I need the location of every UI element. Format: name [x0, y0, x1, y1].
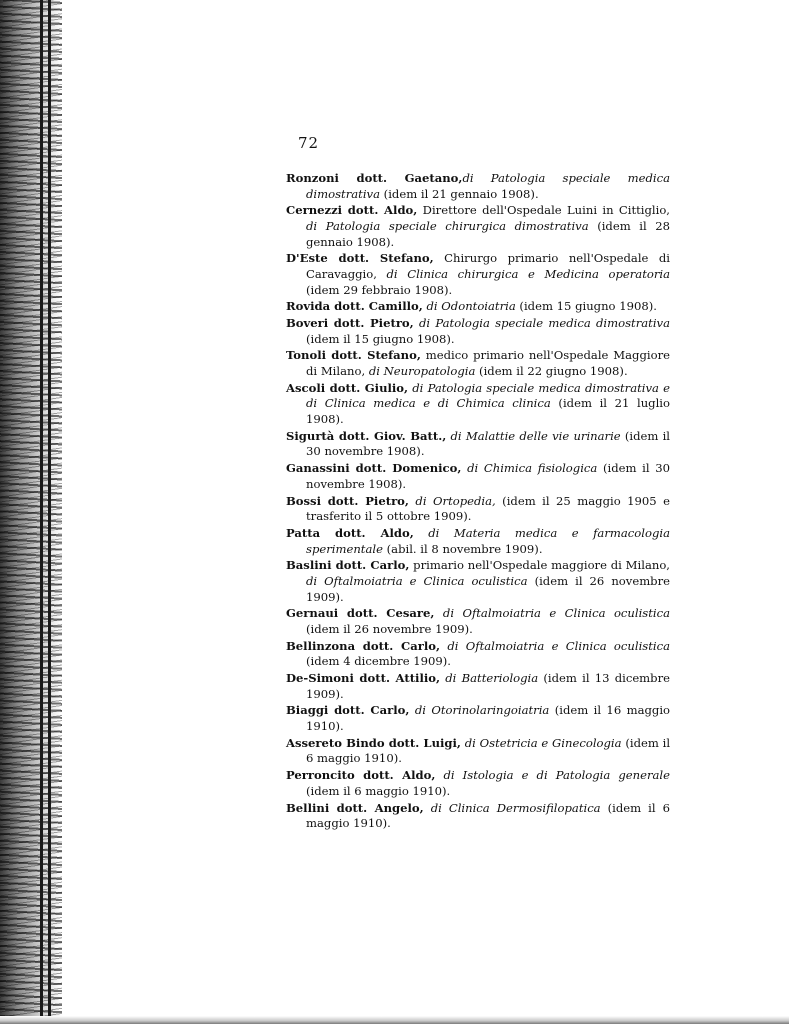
- entry-subject: di Ostetricia e Ginecologia: [464, 735, 622, 750]
- list-item: [286, 381, 670, 428]
- entry-date: (idem il 26 novembre 1909).: [306, 573, 671, 604]
- entry-name: De-Simoni dott. Attilio,: [286, 671, 441, 686]
- list-item: [286, 768, 670, 799]
- entry-date: (idem il 6 maggio 1910).: [306, 783, 451, 798]
- entry-date: (idem il 6 maggio 1910).: [306, 735, 671, 766]
- entry-name: Perroncito dott. Aldo,: [286, 768, 436, 783]
- entry-subject: di Clinica chirurgica e Medicina operatoria: [386, 266, 670, 281]
- entry-subject: di Ortopedia,: [415, 493, 496, 508]
- entry-name: Biaggi dott. Carlo,: [286, 703, 410, 718]
- entry-name: Patta dott. Aldo,: [286, 525, 414, 540]
- list-item: [286, 703, 670, 734]
- entry-description: [424, 801, 431, 815]
- entry-subject: di Oftalmoiatria e Clinica oculistica: [306, 573, 528, 588]
- list-item: [286, 736, 670, 767]
- list-item: [286, 526, 670, 557]
- entry-name: Cernezzi dott. Aldo,: [286, 203, 418, 218]
- entry-date: (idem il 15 giugno 1908).: [306, 331, 455, 346]
- list-item: [286, 639, 670, 670]
- list-item: [286, 494, 670, 525]
- list-item: [286, 316, 670, 347]
- entry-name: Sigurtà dott. Giov. Batt.,: [286, 428, 447, 443]
- entry-subject: di Batteriologia: [445, 671, 539, 686]
- entry-date: (idem il 30 novembre 1908).: [306, 461, 671, 491]
- entry-date: (idem 4 dicembre 1909).: [306, 654, 451, 669]
- page-bottom-edge: [0, 1016, 789, 1024]
- entry-name: Tonoli dott. Stefano,: [286, 348, 421, 363]
- entry-subject: di Chimica fisiologica: [467, 461, 598, 476]
- entry-date: (idem il 13 dicembre 1909).: [306, 671, 671, 701]
- entry-name: Rovida dott. Camillo,: [286, 299, 423, 314]
- entry-date: (idem il 21 luglio 1908).: [306, 396, 670, 427]
- list-item: [286, 558, 670, 605]
- entry-subject: di Oftalmoiatria e Clinica oculistica: [447, 638, 670, 653]
- entry-date: (idem 15 giugno 1908).: [515, 299, 657, 314]
- list-item: [286, 251, 670, 298]
- entry-name: Boveri dott. Pietro,: [286, 316, 414, 331]
- book-binding-edge: [0, 0, 62, 1024]
- entry-subject: di Patologia speciale medica dimostrativa: [418, 316, 670, 331]
- entry-description: Chirurgo primario nell'Ospedale di Caravaggio,: [306, 251, 670, 281]
- entry-date: (idem il 30 novembre 1908).: [306, 428, 670, 459]
- list-item: [286, 606, 670, 637]
- entry-name: Bellini dott. Angelo,: [286, 800, 424, 815]
- entry-description: [434, 606, 442, 620]
- list-item: [286, 671, 670, 702]
- list-item: [286, 429, 670, 460]
- entry-subject: di Odontoiatria: [426, 299, 516, 314]
- entry-subject: di Patologia speciale chirurgica dimostrativa: [306, 218, 589, 233]
- binding-line-1: [40, 0, 43, 1024]
- entry-date: (idem il 26 novembre 1909).: [306, 621, 473, 636]
- list-item: [286, 171, 670, 202]
- entry-date: (abil. il 8 novembre 1909).: [382, 541, 543, 556]
- entry-subject: di Oftalmoiatria e Clinica oculistica: [442, 606, 671, 621]
- entry-name: D'Este dott. Stefano,: [286, 251, 434, 266]
- entry-name: Gernaui dott. Cesare,: [286, 606, 435, 621]
- entry-name: Ganassini dott. Domenico,: [286, 461, 462, 476]
- entry-date: (idem il 28 gennaio 1908).: [306, 218, 670, 249]
- faculty-list: [286, 171, 670, 833]
- entry-date: (idem il 16 maggio 1910).: [306, 703, 671, 733]
- list-item: [286, 801, 670, 832]
- entry-description: medico primario nell'Ospedale Maggiore di Milano,: [306, 348, 670, 379]
- entry-description: [414, 526, 429, 540]
- list-item: [286, 203, 670, 250]
- binding-line-2: [48, 0, 51, 1024]
- entry-subject: di Patologia speciale medica dimostrativa: [306, 171, 670, 201]
- list-item: [286, 348, 670, 379]
- entry-subject: di Clinica Dermosifilopatica: [430, 800, 601, 815]
- entry-name: Ronzoni dott. Gaetano,: [286, 171, 463, 185]
- entry-date: (idem il 25 maggio 1905 e trasferito il 5 ottobre 1909).: [306, 493, 670, 524]
- entry-subject: di Neuropatologia: [368, 364, 476, 379]
- entry-date: (idem il 21 gennaio 1908).: [380, 186, 539, 201]
- entry-description: primario nell'Ospedale maggiore di Milano,: [409, 558, 670, 573]
- entry-date: (idem il 6 maggio 1910).: [306, 800, 670, 831]
- list-item: [286, 461, 670, 492]
- entry-subject: di Otorinolaringoiatria: [414, 703, 550, 718]
- entry-subject: di Malattie delle vie urinarie: [450, 428, 621, 443]
- entry-date: (idem 29 febbraio 1908).: [306, 282, 453, 297]
- entry-name: Bossi dott. Pietro,: [286, 493, 409, 508]
- entry-date: (idem il 22 giugno 1908).: [475, 364, 628, 379]
- entry-name: Assereto Bindo dott. Luigi,: [286, 735, 461, 750]
- list-item: [286, 299, 670, 315]
- entry-subject: di Patologia speciale medica dimostrativa e di Clinica medica e di Chimica clinica: [306, 380, 670, 411]
- entry-name: Bellinzona dott. Carlo,: [286, 638, 441, 653]
- page-number: 72: [298, 134, 320, 152]
- entry-subject: di Istologia e di Patologia generale: [443, 768, 670, 783]
- entry-name: Ascoli dott. Giulio,: [286, 380, 409, 395]
- entry-subject: di Materia medica e farmacologia sperimentale: [306, 525, 670, 556]
- entry-description: Direttore dell'Ospedale Luini in Cittiglio,: [417, 203, 670, 218]
- entry-name: Baslini dott. Carlo,: [286, 558, 410, 573]
